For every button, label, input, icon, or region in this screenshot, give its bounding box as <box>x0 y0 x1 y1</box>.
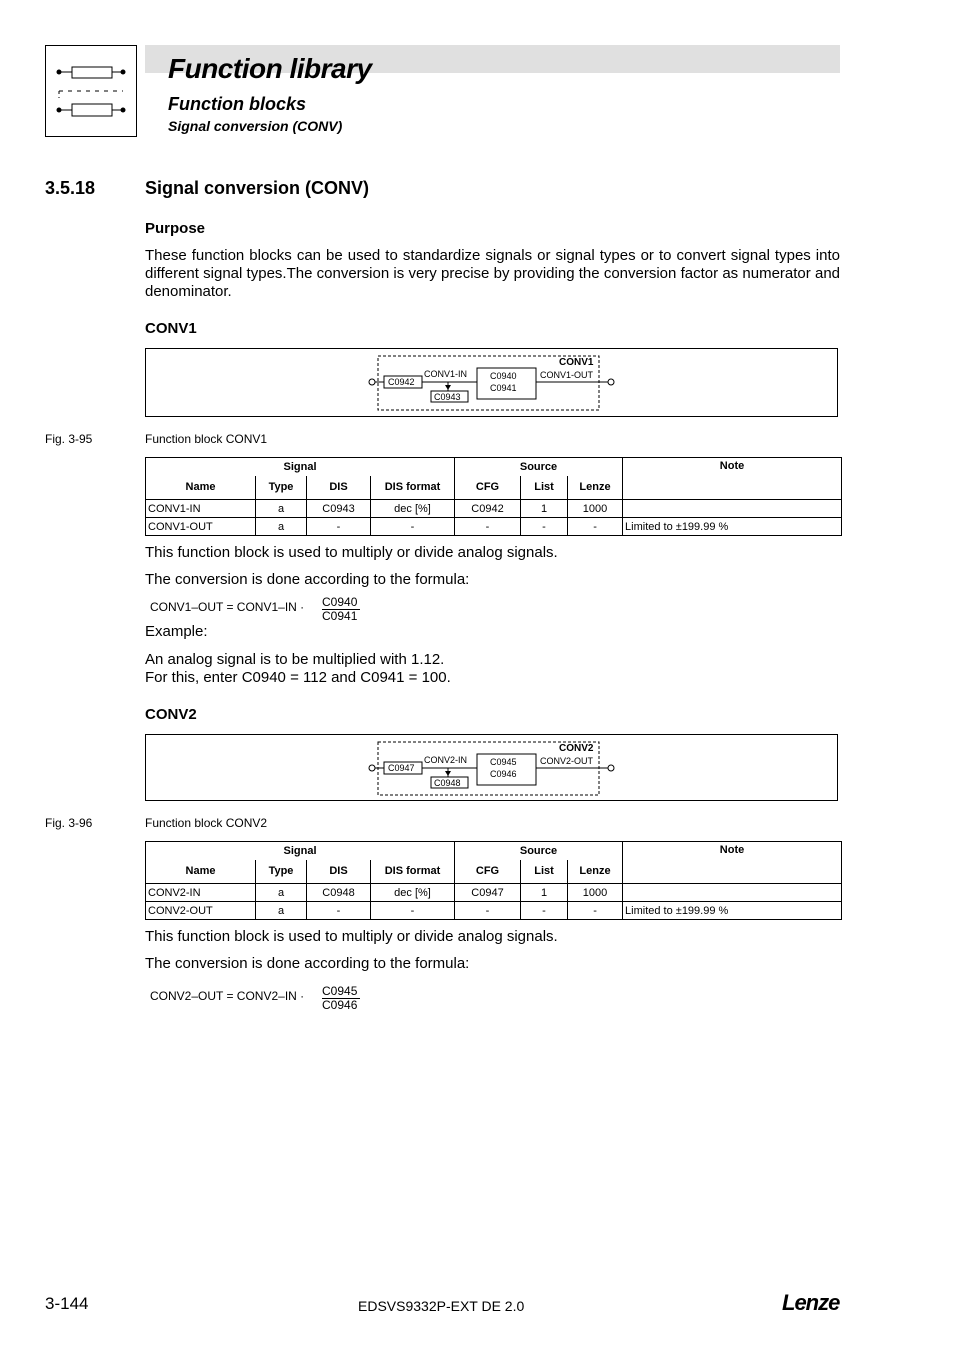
cell: - <box>455 902 521 920</box>
conv2-group-source: Source <box>455 842 623 860</box>
conv2-formula-lhs: CONV2–OUT = CONV2–IN · <box>150 989 305 1003</box>
conv2-fig-number: Fig. 3-96 <box>45 816 93 830</box>
cell: a <box>256 518 307 536</box>
cell: - <box>307 902 371 920</box>
conv1-note-header: Note <box>623 458 842 500</box>
conv1-in-code: C0942 <box>388 377 415 387</box>
cell: 1000 <box>568 500 623 518</box>
conv2-in-code: C0947 <box>388 763 415 773</box>
col-header: Name <box>146 476 256 500</box>
conv2-dis-code: C0948 <box>434 778 461 788</box>
col-header: DIS format <box>371 476 455 500</box>
col-header: CFG <box>455 860 521 884</box>
conv2-text1: This function block is used to multiply or divide analog signals. <box>145 928 558 945</box>
col-header: Lenze <box>568 860 623 884</box>
conv1-den-code: C0941 <box>490 383 517 393</box>
cell: - <box>371 518 455 536</box>
col-header: List <box>521 476 568 500</box>
conv2-signal-table <box>145 841 842 920</box>
cell: C0947 <box>455 884 521 902</box>
header-icon-box <box>45 45 137 137</box>
conv2-group-signal: Signal <box>146 842 455 860</box>
col-header: DIS <box>307 476 371 500</box>
table-row <box>146 518 842 536</box>
conv1-text1: This function block is used to multiply or divide analog signals. <box>145 544 558 561</box>
cell: - <box>521 518 568 536</box>
page-subsubtitle: Signal conversion (CONV) <box>168 118 343 134</box>
conv1-formula-num: C0940 <box>322 595 358 609</box>
conv2-out-label: CONV2-OUT <box>540 756 594 766</box>
conv1-figure <box>145 348 838 417</box>
col-header: List <box>521 860 568 884</box>
cell: - <box>568 518 623 536</box>
conv1-fig-number: Fig. 3-95 <box>45 432 93 446</box>
cell: - <box>568 902 623 920</box>
cell: - <box>307 518 371 536</box>
col-header: Type <box>256 476 307 500</box>
conv1-example-line2: For this, enter C0940 = 112 and C0941 = 100. <box>145 669 451 686</box>
conv2-text2: The conversion is done according to the formula: <box>145 955 470 972</box>
conv1-fig-caption: Function block CONV1 <box>145 432 268 446</box>
cell: 1 <box>521 884 568 902</box>
conv1-group-source: Source <box>455 458 623 476</box>
section-title: Signal conversion (CONV) <box>145 178 370 198</box>
table-row <box>146 902 842 920</box>
conv1-formula-den: C0941 <box>322 609 358 623</box>
cell: dec [%] <box>371 500 455 518</box>
conv1-out-label: CONV1-OUT <box>540 370 594 380</box>
page-title: Function library <box>168 53 372 84</box>
cell: 1000 <box>568 884 623 902</box>
conv2-den-code: C0946 <box>490 769 517 779</box>
col-header: DIS format <box>371 860 455 884</box>
conv1-text2: The conversion is done according to the formula: <box>145 571 470 588</box>
conv2-heading: CONV2 <box>145 706 197 723</box>
conv2-num-code: C0945 <box>490 757 517 767</box>
cell: dec [%] <box>371 884 455 902</box>
conv2-in-label: CONV2-IN <box>424 755 468 765</box>
conv2-formula-den: C0946 <box>322 998 358 1012</box>
cell: - <box>371 902 455 920</box>
cell: CONV1-OUT <box>146 518 256 536</box>
conv2-figure <box>145 734 838 801</box>
cell: Limited to ±199.99 % <box>623 902 842 920</box>
cell: CONV1-IN <box>146 500 256 518</box>
conv1-example-label: Example: <box>145 623 208 640</box>
cell: C0948 <box>307 884 371 902</box>
conv1-block-name: CONV1 <box>559 357 594 368</box>
col-header: Type <box>256 860 307 884</box>
conv1-example-line1: An analog signal is to be multiplied with 1.12. <box>145 651 445 668</box>
cell: - <box>455 518 521 536</box>
conv1-dis-code: C0943 <box>434 392 461 402</box>
col-header: Name <box>146 860 256 884</box>
conv2-formula-num: C0945 <box>322 984 358 998</box>
col-header: CFG <box>455 476 521 500</box>
page-subtitle: Function blocks <box>168 94 307 114</box>
cell: C0943 <box>307 500 371 518</box>
section-number: 3.5.18 <box>45 178 96 198</box>
cell: Limited to ±199.99 % <box>623 518 842 536</box>
col-header: DIS <box>307 860 371 884</box>
cell: - <box>521 902 568 920</box>
purpose-text: These function blocks can be used to standardize signals or signal types or to convert signal types into different signal types.The conversion is very precise by providing the conversion factor as numerator and denominator. <box>145 247 840 300</box>
cell: a <box>256 902 307 920</box>
cell: a <box>256 884 307 902</box>
cell: CONV2-IN <box>146 884 256 902</box>
purpose-heading: Purpose <box>145 220 206 237</box>
conv2-note-header: Note <box>623 842 842 884</box>
function-block-icon <box>46 46 136 136</box>
conv1-diagram <box>366 351 616 415</box>
conv1-in-label: CONV1-IN <box>424 369 468 379</box>
page-number: 3-144 <box>45 1294 89 1313</box>
cell <box>623 884 842 902</box>
col-header: Lenze <box>568 476 623 500</box>
table-row <box>146 884 842 902</box>
conv1-signal-table <box>145 457 842 536</box>
conv1-num-code: C0940 <box>490 371 517 381</box>
conv1-heading: CONV1 <box>145 320 197 337</box>
conv2-block-name: CONV2 <box>559 743 594 754</box>
conv1-group-signal: Signal <box>146 458 455 476</box>
lenze-logo: Lenze <box>782 1290 840 1315</box>
cell: 1 <box>521 500 568 518</box>
table-row <box>146 500 842 518</box>
conv1-formula-lhs: CONV1–OUT = CONV1–IN · <box>150 600 305 614</box>
cell <box>623 500 842 518</box>
cell: a <box>256 500 307 518</box>
conv2-fig-caption: Function block CONV2 <box>145 816 268 830</box>
cell: CONV2-OUT <box>146 902 256 920</box>
cell: C0942 <box>455 500 521 518</box>
document-id: EDSVS9332P-EXT DE 2.0 <box>358 1298 525 1314</box>
conv2-diagram <box>366 737 616 799</box>
